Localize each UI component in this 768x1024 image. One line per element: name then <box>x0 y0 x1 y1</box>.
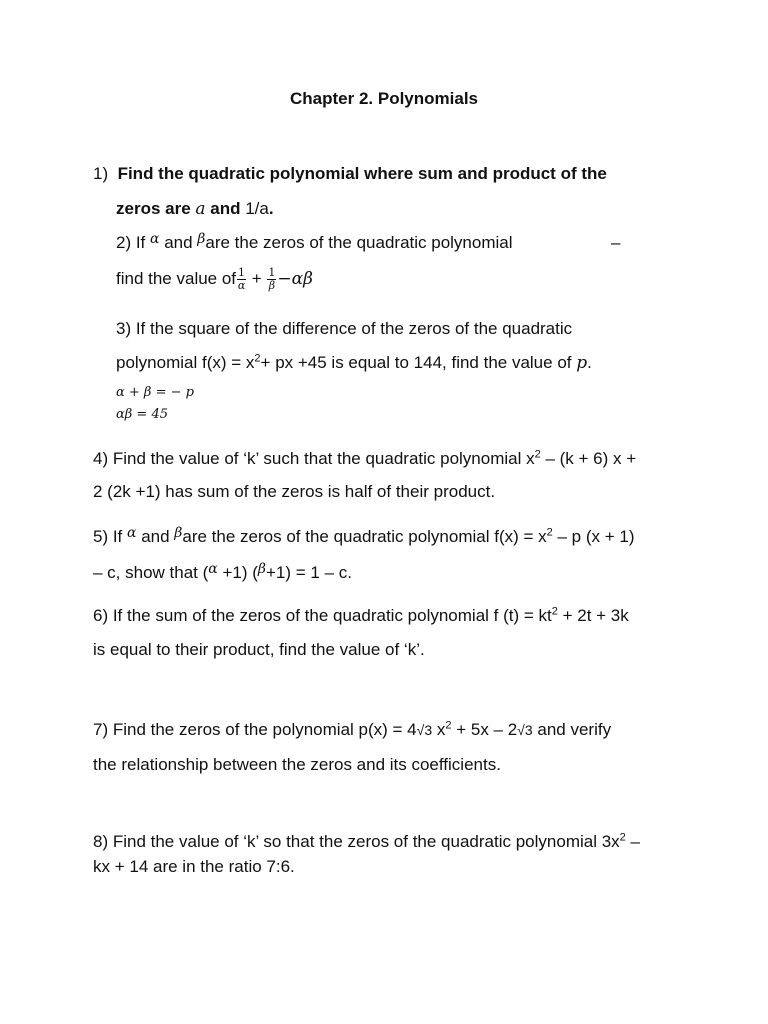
question-text: 6) If the sum of the zeros of the quadratic polynomial f (t) = kt <box>93 606 552 625</box>
question-text: and <box>159 233 198 252</box>
alpha-symbol: α <box>208 561 218 577</box>
alpha-symbol: α <box>127 525 137 541</box>
superscript: 2 <box>534 448 541 461</box>
question-text: 8) Find the value of ‘k’ so that the zeros of the quadratic polynomial 3x <box>93 832 620 851</box>
question-text: are the zeros of the quadratic polynomial <box>205 233 513 252</box>
page-title: Chapter 2. Polynomials <box>290 89 478 108</box>
minus-alpha-beta: −αβ <box>277 268 313 289</box>
superscript: 2 <box>551 605 558 618</box>
question-4-line-2: 2 (2k +1) has sum of the zeros is half of their product. <box>93 482 496 501</box>
question-6 <box>93 606 683 626</box>
value-one-over-a: 1/a <box>245 199 269 218</box>
question-5-line-2 <box>93 563 683 583</box>
question-text: + 2t + 3k <box>557 606 629 625</box>
beta-symbol: β <box>174 525 183 541</box>
question-text: 2) If <box>116 233 151 252</box>
question-text: polynomial f(x) = x <box>116 353 255 372</box>
equation-sum: α + β = − p <box>116 385 194 400</box>
superscript: 2 <box>619 831 626 844</box>
root-three: √3 <box>517 722 533 738</box>
beta-symbol: β <box>257 561 266 577</box>
question-text: and <box>205 199 246 218</box>
variable-a: a <box>195 199 206 219</box>
question-2 <box>116 233 626 253</box>
question-text: and <box>136 527 175 546</box>
numerator: 1 <box>238 266 246 279</box>
question-5 <box>93 527 683 547</box>
question-text: – p (x + 1) <box>552 527 635 546</box>
question-text: + 5x – 2 <box>451 720 518 739</box>
question-text: and verify <box>532 720 612 739</box>
question-text: x <box>432 720 446 739</box>
question-8-line-2: kx + 14 are in the ratio 7:6. <box>93 857 295 876</box>
question-text: Find the quadratic polynomial where sum and product of the <box>117 164 607 183</box>
question-text: +1) ( <box>217 563 258 582</box>
beta-symbol: β <box>197 231 206 247</box>
punctuation: . <box>268 199 274 218</box>
question-6-line-2: is equal to their product, find the value of ‘k’. <box>93 640 425 659</box>
root-three: √3 <box>416 722 433 738</box>
question-text: 7) Find the zeros of the polynomial p(x) = 4 <box>93 720 417 739</box>
question-text: zeros are <box>116 199 196 218</box>
alpha-symbol: α <box>150 231 160 247</box>
variable-p: p <box>576 353 588 373</box>
question-text: +1) = 1 – c. <box>266 563 352 582</box>
question-1 <box>93 164 683 184</box>
question-3: 3) If the square of the difference of the zeros of the quadratic <box>116 319 573 338</box>
question-text: + px +45 is equal to 144, find the value of <box>260 353 577 372</box>
question-text: – c, show that ( <box>93 563 209 582</box>
question-text: find the value of <box>116 268 237 288</box>
superscript: 2 <box>445 719 452 732</box>
fraction-one-over-beta <box>267 267 276 292</box>
denominator: β <box>268 279 276 292</box>
superscript: 2 <box>254 352 261 365</box>
equation-product: αβ = 45 <box>116 407 168 422</box>
question-7-line-2: the relationship between the zeros and its coefficients. <box>93 755 501 774</box>
superscript: 2 <box>546 526 553 539</box>
question-text: 4) Find the value of ‘k’ such that the quadratic polynomial x <box>93 449 535 468</box>
denominator: α <box>237 279 246 292</box>
question-text: are the zeros of the quadratic polynomial f(x) = x <box>182 527 547 546</box>
question-8 <box>93 832 683 852</box>
question-text: – <box>625 832 640 851</box>
punctuation: . <box>587 353 592 372</box>
question-1-line-2 <box>116 199 706 219</box>
dash: – <box>611 233 621 252</box>
numerator: 1 <box>268 266 276 279</box>
question-text: – (k + 6) x + <box>540 449 637 468</box>
question-text: 5) If <box>93 527 128 546</box>
question-4 <box>93 449 683 469</box>
plus-sign: + <box>247 268 267 288</box>
question-3-line-2 <box>116 353 706 373</box>
question-number: 1) <box>93 164 109 183</box>
question-7 <box>93 720 683 740</box>
fraction-one-over-alpha <box>237 267 246 292</box>
question-2-line-2 <box>116 267 706 292</box>
